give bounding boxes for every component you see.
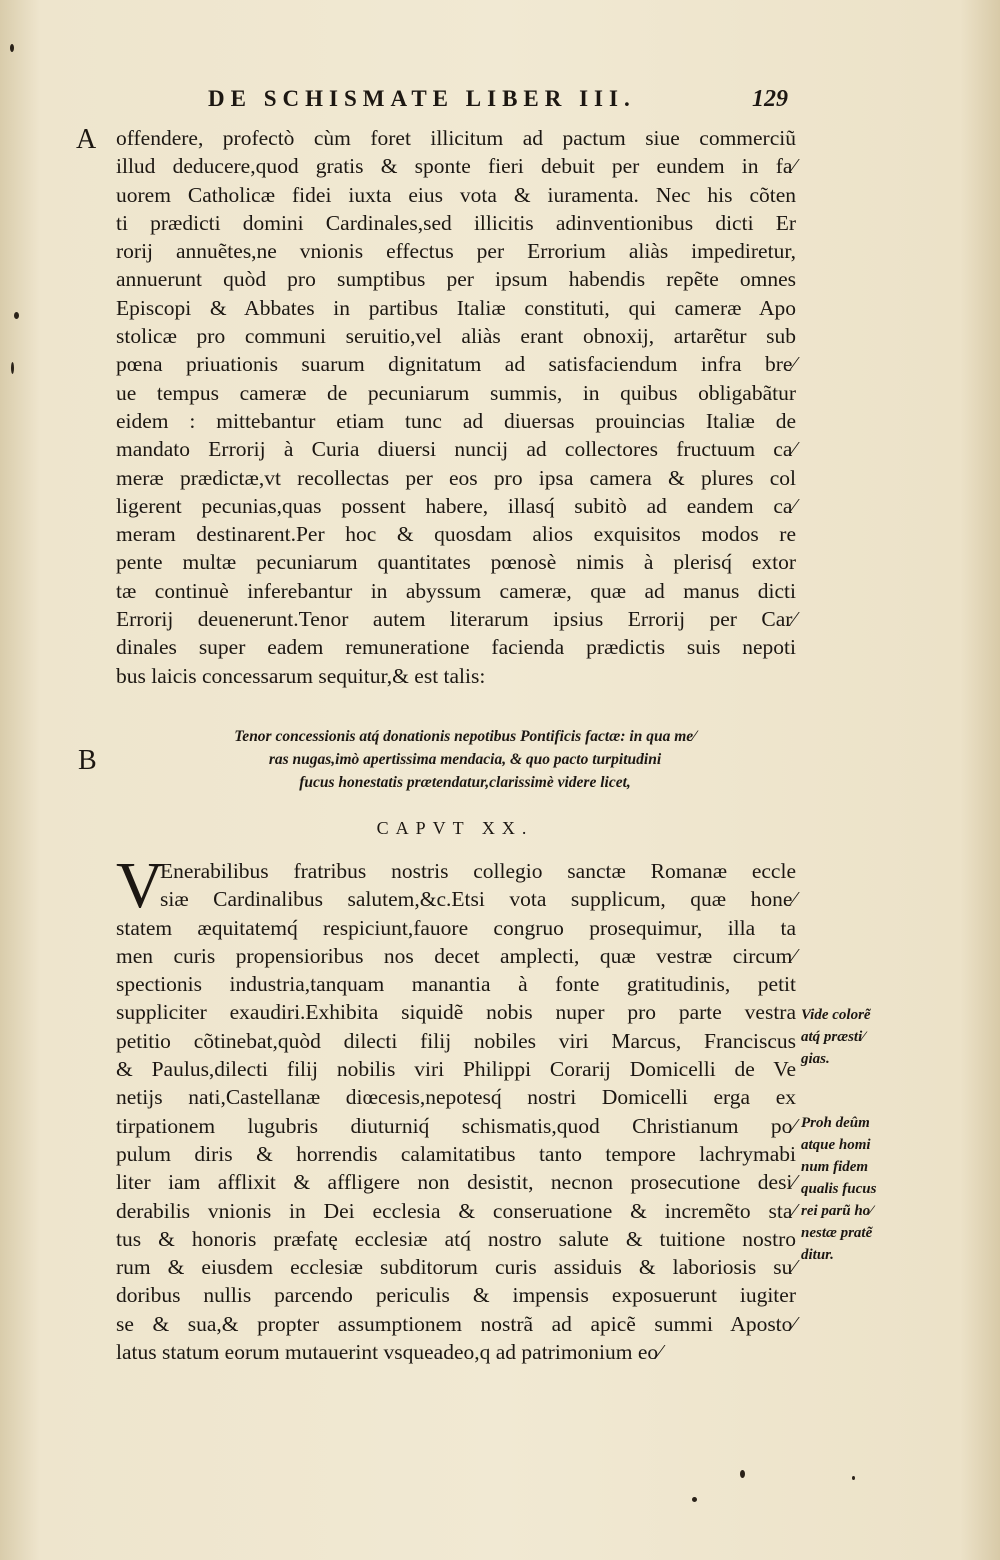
text-line: ligerent pecunias,quas possent habere, illasq́ subitò ad eandem ca⁄ xyxy=(116,493,796,518)
text-line: meræ prædictæ,vt recollectas per eos pro ipsa camera & plures col xyxy=(116,465,796,490)
ink-speck xyxy=(14,312,19,319)
text-line: annuerunt quòd pro sumptibus per ipsum habendis repẽte omnes xyxy=(116,267,796,292)
text-line: mandato Errorij à Curia diuersi nuncij ad collectores fructuum ca⁄ xyxy=(116,437,796,462)
paragraph-2 xyxy=(116,849,796,1366)
section-marker-a: A xyxy=(76,124,97,155)
text-line: pente multæ pecuniarum quantitates pœnosè nimis à plerisq́ extor xyxy=(116,550,796,575)
text-line: tus & honoris præfatę ecclesiæ atq́ nostro salute & tuitione nostro xyxy=(116,1226,796,1251)
text-line: illud deducere,quod gratis & sponte fieri debuit per eundem in fa⁄ xyxy=(116,154,796,179)
chapter-summary xyxy=(170,725,760,794)
margin-note-line: atq́ præsti⁄ xyxy=(801,1029,865,1045)
ink-speck xyxy=(852,1476,855,1480)
text-line: Episcopi & Abbates in partibus Italiæ constituti, qui cameræ Apo xyxy=(116,295,796,320)
text-line: se & sua,& propter assumptionem nostrã ad apicẽ summi Aposto⁄ xyxy=(116,1311,796,1336)
text-line: petitio cõtinebat,quòd dilecti filij nobiles viri Marcus, Franciscus xyxy=(116,1028,796,1053)
text-line: netijs nati,Castellanæ diœcesis,nepotesq́ nostri Domicelli erga ex xyxy=(116,1085,796,1110)
text-line: liter iam afflixit & affligere non desistit, necnon prosecutione desi⁄ xyxy=(116,1170,796,1195)
ink-speck xyxy=(10,44,14,52)
margin-note-line: ditur. xyxy=(801,1247,834,1263)
text-line: statem æquitatemq́ respiciunt,fauore congruo prosequimur, illa ta xyxy=(116,915,796,940)
margin-note-2 xyxy=(801,1112,901,1266)
running-title: DE SCHISMATE LIBER III. xyxy=(208,86,636,111)
summary-line: ras nugas,imò apertissima mendacia, & quo pacto turpitudini xyxy=(268,751,662,768)
text-line: pulum diris & horrendis calamitatibus tanto tempore lachrymabi xyxy=(116,1141,796,1166)
text-line: Errorij deuenerunt.Tenor autem literarum ipsius Errorij per Car⁄ xyxy=(116,607,796,632)
text-line: stolicæ pro communi seruitio,vel aliàs erant obnoxij, artarẽtur sub xyxy=(116,324,796,349)
margin-note-line: num fidem xyxy=(801,1159,869,1175)
text-line: siæ Cardinalibus salutem,&c.Etsi vota supplicum, quæ hone⁄ xyxy=(160,887,796,912)
margin-note-line: Vide colorẽ xyxy=(801,1007,871,1023)
text-line: rum & eiusdem ecclesiæ subditorum curis assiduis & laboriosis su⁄ xyxy=(116,1255,796,1280)
text-line: eidem : mittebantur etiam tunc ad diuersas prouincias Italiæ de xyxy=(116,408,796,433)
text-line: bus laicis concessarum sequitur,& est talis: xyxy=(116,663,486,688)
text-line: Enerabilibus fratribus nostris collegio sanctæ Romanæ eccle xyxy=(160,859,796,883)
margin-note-line: Proh deûm xyxy=(801,1115,870,1131)
chapter-heading: CAPVT XX. xyxy=(376,818,534,838)
summary-line: Tenor concessionis atq́ donationis nepotibus Pontificis factæ: in qua me⁄ xyxy=(234,728,696,745)
margin-note-line: qualis fucus xyxy=(801,1181,877,1197)
section-marker-b: B xyxy=(78,745,97,776)
text-line: ue tempus cameræ de pecuniarum summis, in quibus obligabãtur xyxy=(116,380,796,405)
text-line: uorem Catholicæ fidei iuxta eius vota & iuramenta. Nec his cõten xyxy=(116,182,796,207)
text-line: spectionis industria,tanquam manantia à fonte gratitudinis, petit xyxy=(116,972,796,997)
ink-speck xyxy=(692,1497,697,1502)
text-line: pœna priuationis suarum dignitatum ad satisfaciendum infra bre⁄ xyxy=(116,352,796,377)
drop-capital: V xyxy=(116,849,164,922)
paragraph-1 xyxy=(116,124,796,690)
running-head xyxy=(0,86,1000,116)
text-line: meram destinarent.Per hoc & quosdam alios exquisitos modos re xyxy=(116,522,796,547)
margin-note-line: nestæ pratẽ xyxy=(801,1225,873,1241)
margin-note-line: rei parũ ho⁄ xyxy=(801,1203,873,1219)
text-line: derabilis vnionis in Dei ecclesia & conseruatione & incremẽto sta⁄ xyxy=(116,1198,796,1223)
margin-note-line: atque homi xyxy=(801,1137,871,1153)
summary-line: fucus honestatis prætendatur,clarissimè videre licet, xyxy=(299,774,631,791)
text-line: offendere, profectò cùm foret illicitum ad pactum siue commerciũ xyxy=(116,126,796,150)
text-line: ti prædicti domini Cardinales,sed illicitis adinventionibus dicti Er xyxy=(116,210,796,235)
text-line: tirpationem lugubris diuturniq́ schismatis,quod Christianum po⁄ xyxy=(116,1113,796,1138)
margin-note-1 xyxy=(801,1004,901,1070)
text-line: rorij annuẽtes,ne vnionis effectus per Errorium aliàs impediretur, xyxy=(116,239,796,264)
text-line: suppliciter exaudiri.Exhibita siquidẽ nobis nuper pro parte vestra xyxy=(116,1000,796,1025)
ink-speck xyxy=(11,362,14,374)
text-line: dinales super eadem remuneratione facienda prædictis suis nepoti xyxy=(116,635,796,660)
text-line: latus statum eorum mutauerint vsqueadeo,q ad patrimonium eo⁄ xyxy=(116,1340,662,1365)
margin-note-line: gias. xyxy=(801,1051,830,1067)
text-line: doribus nullis parcendo periculis & impensis exposuerunt iugiter xyxy=(116,1283,796,1308)
ink-speck xyxy=(740,1470,745,1478)
text-line: tæ continuè inferebantur in abyssum cameræ, quæ ad manus dicti xyxy=(116,578,796,603)
page-number: 129 xyxy=(752,86,788,112)
text-line: men curis propensioribus nos decet amplecti, quæ vestræ circum⁄ xyxy=(116,943,796,968)
text-line: & Paulus,dilecti filij nobilis viri Philippi Corarij Domicelli de Ve xyxy=(116,1057,796,1082)
